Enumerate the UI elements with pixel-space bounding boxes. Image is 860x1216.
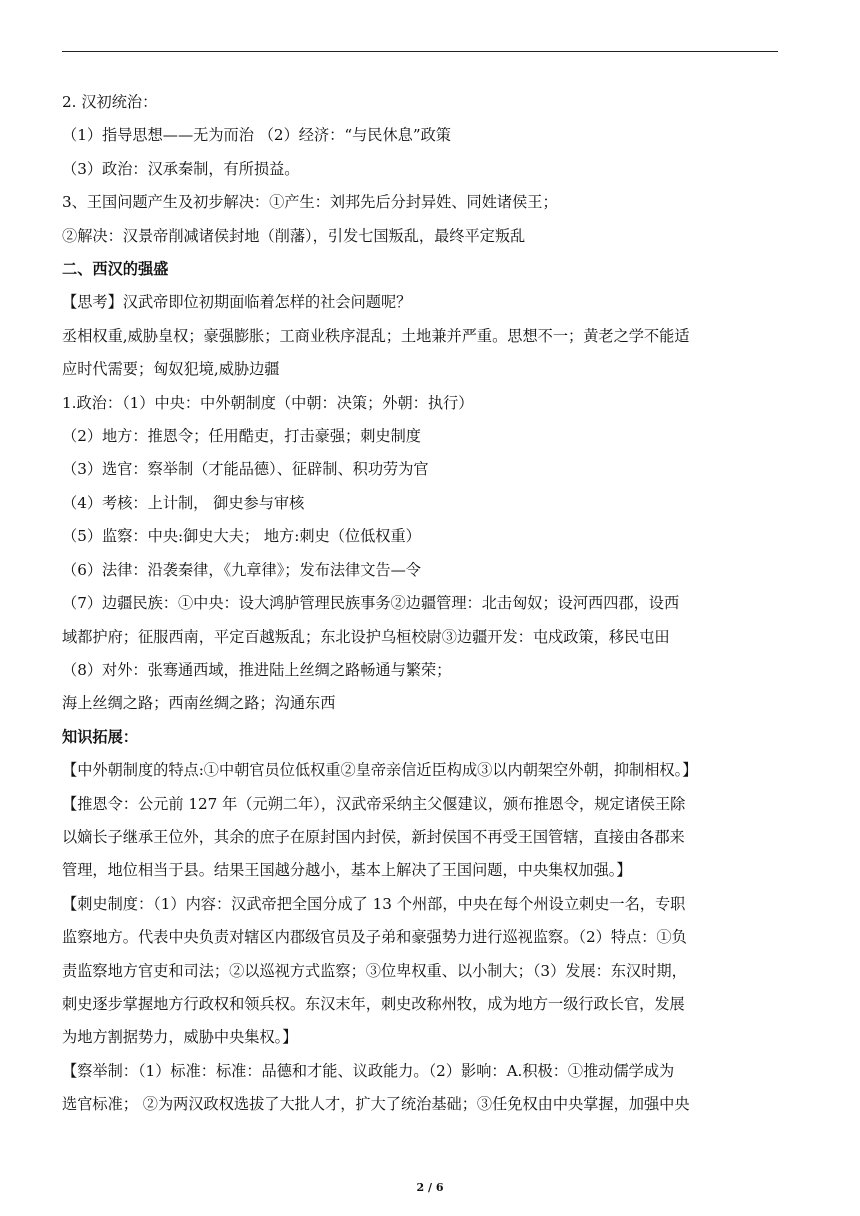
text-line: 海上丝绸之路；西南丝绸之路；沟通东西 — [62, 694, 336, 713]
text-line: 【思考】汉武帝即位初期面临着怎样的社会问题呢？ — [62, 293, 412, 312]
section-heading-bold: 知识拓展： — [62, 727, 138, 746]
text-line: 选官标准； ②为两汉政权选拔了大批人才，扩大了统治基础；③任免权由中央掌握，加强中央 — [62, 1095, 690, 1114]
text-line: （7）边疆民族：①中央：设大鸿胪管理民族事务②边疆管理：北击匈奴；设河西四郡，设西 — [62, 594, 680, 613]
text-line: 【察举制：（1）标准：标准：品德和才能、议政能力。（2）影响：A.积极：①推动儒学成为 — [62, 1061, 675, 1080]
text-line: 为地方割据势力，威胁中央集权。】 — [62, 1028, 298, 1047]
text-line: 【刺史制度：（1）内容：汉武帝把全国分成了 13 个州部，中央在每个州设立刺史一名，专职 — [62, 894, 686, 913]
text-line: （3）选官：察举制（才能品德）、征辟制、积功劳为官 — [62, 460, 429, 479]
text-line: 管理，地位相当于县。结果王国越分越小，基本上解决了王国问题，中央集权加强。】 — [62, 861, 632, 880]
text-line: 【中外朝制度的特点:①中朝官员位低权重②皇帝亲信近臣构成③以内朝架空外朝，抑制相权。】 — [62, 761, 698, 780]
text-line: 【推恩令：公元前 127 年（元朔二年），汉武帝采纳主父偃建议，颁布推恩令，规定诸侯王除 — [62, 794, 686, 813]
page-number: 2 / 6 — [416, 1181, 444, 1194]
text-line: 3、王国问题产生及初步解决：①产生：刘邦先后分封异姓、同姓诸侯王； — [62, 193, 558, 212]
text-line: 责监察地方官吏和司法；②以巡视方式监察；③位卑权重、以小制大；（3）发展：东汉时期， — [62, 961, 687, 980]
text-line: 刺史逐步掌握地方行政权和领兵权。东汉末年，刺史改称州牧，成为地方一级行政长官，发展 — [62, 994, 685, 1013]
section-heading-bold: 二、西汉的强盛 — [62, 260, 169, 279]
text-line: ②解决：汉景帝削减诸侯封地（削藩），引发七国叛乱，最终平定叛乱 — [62, 226, 526, 245]
header-rule — [62, 51, 778, 52]
text-line: 1.政治：（1）中央：中外朝制度（中朝：决策；外朝：执行） — [62, 393, 474, 412]
section-heading: 2. 汉初统治： — [62, 93, 158, 111]
text-line: （5）监察：中央:御史大夫； 地方:刺史（位低权重） — [62, 527, 421, 546]
text-line: 应时代需要；匈奴犯境,威胁边疆 — [62, 360, 280, 379]
text-line: 以嫡长子继承王位外，其余的庶子在原封国内封侯，新封侯国不再受王国管辖，直接由各郡来 — [62, 827, 685, 846]
text-line: （3）政治：汉承秦制，有所损益。 — [62, 159, 300, 178]
document-body — [62, 86, 778, 1122]
text-line: （4）考核：上计制， 御史参与审核 — [62, 493, 305, 512]
text-line: （8）对外：张骞通西域，推进陆上丝绸之路畅通与繁荣； — [62, 660, 452, 679]
text-line: 域都护府；征服西南，平定百越叛乱；东北设护乌桓校尉③边疆开发：屯戍政策，移民屯田 — [62, 627, 670, 646]
text-line: 丞相权重,威胁皇权；豪强膨胀；工商业秩序混乱；土地兼并严重。思想不一；黄老之学不能适 — [62, 326, 690, 345]
text-line: （1）指导思想——无为而治 （2）经济：“与民休息”政策 — [62, 126, 451, 145]
text-line: 监察地方。代表中央负责对辖区内郡级官员及子弟和豪强势力进行巡视监察。（2）特点：①负 — [62, 928, 687, 947]
text-line: （6）法律：沿袭秦律，《九章律》；发布法律文告—令 — [62, 560, 421, 579]
text-line: （2）地方：推恩令；任用酷吏，打击豪强；刺史制度 — [62, 427, 421, 446]
